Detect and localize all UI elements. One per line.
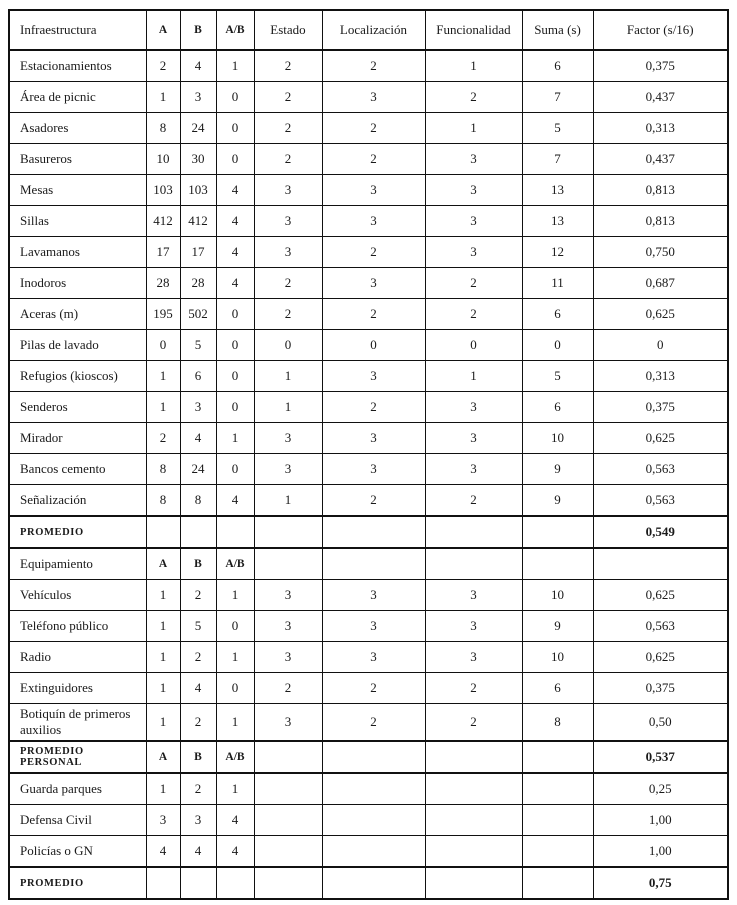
- row-label: Sillas: [9, 206, 146, 237]
- cell: 17: [146, 237, 180, 268]
- cell: 0: [216, 330, 254, 361]
- cell: 0,563: [593, 454, 728, 485]
- cell: 4: [146, 836, 180, 868]
- cell: 7: [522, 144, 593, 175]
- cell: 10: [522, 642, 593, 673]
- cell: 0,563: [593, 485, 728, 517]
- row-label: Senderos: [9, 392, 146, 423]
- cell: 1: [146, 611, 180, 642]
- table-row: [9, 237, 728, 268]
- cell: 1: [254, 392, 322, 423]
- cell: 10: [522, 423, 593, 454]
- cell: 1: [254, 485, 322, 517]
- cell: 0,625: [593, 299, 728, 330]
- cell: 2: [425, 673, 522, 704]
- cell: 0,375: [593, 673, 728, 704]
- cell: 3: [254, 704, 322, 742]
- cell: 9: [522, 611, 593, 642]
- table-row: [9, 867, 728, 899]
- cell: 8: [180, 485, 216, 517]
- cell: 3: [322, 206, 425, 237]
- cell: 28: [146, 268, 180, 299]
- cell: 13: [522, 175, 593, 206]
- cell: 1: [216, 50, 254, 82]
- cell: 0,750: [593, 237, 728, 268]
- cell: [254, 773, 322, 805]
- cell: [322, 741, 425, 773]
- cell: 2: [254, 50, 322, 82]
- cell: A/B: [216, 741, 254, 773]
- table-row: [9, 144, 728, 175]
- cell: 2: [322, 237, 425, 268]
- cell: 0,375: [593, 50, 728, 82]
- cell: [254, 741, 322, 773]
- cell: 0,313: [593, 361, 728, 392]
- cell: 2: [254, 144, 322, 175]
- cell: 0: [216, 392, 254, 423]
- cell: 0: [216, 113, 254, 144]
- cell: 1: [216, 423, 254, 454]
- cell: 0: [216, 144, 254, 175]
- cell: 3: [322, 175, 425, 206]
- cell: 1: [146, 361, 180, 392]
- table-row: [9, 113, 728, 144]
- cell: 3: [322, 611, 425, 642]
- cell: 3: [425, 392, 522, 423]
- cell: 8: [146, 454, 180, 485]
- cell: [322, 805, 425, 836]
- cell: 2: [425, 704, 522, 742]
- cell: 5: [522, 361, 593, 392]
- cell: 0: [216, 611, 254, 642]
- cell: [254, 548, 322, 580]
- cell: 3: [254, 206, 322, 237]
- cell: [593, 548, 728, 580]
- cell: 3: [322, 268, 425, 299]
- table-row: [9, 50, 728, 82]
- cell: [180, 516, 216, 548]
- cell: 2: [322, 50, 425, 82]
- cell: 2: [322, 299, 425, 330]
- cell: 24: [180, 454, 216, 485]
- row-label: Inodoros: [9, 268, 146, 299]
- row-label: Pilas de lavado: [9, 330, 146, 361]
- row-label: Extinguidores: [9, 673, 146, 704]
- cell: 3: [322, 82, 425, 113]
- cell: 0,375: [593, 392, 728, 423]
- cell: 2: [180, 642, 216, 673]
- column-header: Estado: [254, 10, 322, 50]
- cell: 4: [216, 485, 254, 517]
- cell: 3: [425, 454, 522, 485]
- cell: 1: [146, 673, 180, 704]
- cell: 0: [216, 673, 254, 704]
- column-header: Factor (s/16): [593, 10, 728, 50]
- cell: [425, 805, 522, 836]
- table-row: [9, 516, 728, 548]
- cell: 2: [425, 82, 522, 113]
- cell: 4: [180, 673, 216, 704]
- cell: 0: [522, 330, 593, 361]
- cell: 3: [322, 642, 425, 673]
- cell: 28: [180, 268, 216, 299]
- cell: 1: [216, 704, 254, 742]
- cell: 4: [180, 50, 216, 82]
- cell: 3: [254, 175, 322, 206]
- cell: 1: [425, 113, 522, 144]
- cell: 8: [522, 704, 593, 742]
- cell: 2: [425, 299, 522, 330]
- cell: 3: [180, 392, 216, 423]
- cell: [425, 773, 522, 805]
- cell: [522, 836, 593, 868]
- cell: 6: [522, 673, 593, 704]
- cell: 3: [425, 423, 522, 454]
- cell: 1: [146, 704, 180, 742]
- cell: 2: [322, 392, 425, 423]
- cell: 3: [254, 237, 322, 268]
- table-row: [9, 805, 728, 836]
- cell: 10: [146, 144, 180, 175]
- cell: 10: [522, 580, 593, 611]
- cell: [322, 836, 425, 868]
- cell: 6: [522, 299, 593, 330]
- cell: 2: [180, 704, 216, 742]
- cell: 5: [180, 330, 216, 361]
- cell: [180, 867, 216, 899]
- cell: 2: [425, 485, 522, 517]
- cell: 2: [254, 82, 322, 113]
- cell: B: [180, 548, 216, 580]
- cell: 0: [216, 82, 254, 113]
- cell: 5: [180, 611, 216, 642]
- cell: 103: [180, 175, 216, 206]
- column-header: A: [146, 10, 180, 50]
- column-header: Funcionalidad: [425, 10, 522, 50]
- cell: 3: [425, 642, 522, 673]
- table-row: [9, 548, 728, 580]
- cell: 0: [593, 330, 728, 361]
- cell: [425, 516, 522, 548]
- cell: 1: [146, 773, 180, 805]
- cell: 3: [322, 454, 425, 485]
- table-row: [9, 642, 728, 673]
- cell: B: [180, 741, 216, 773]
- cell: [216, 516, 254, 548]
- infrastructure-evaluation-table: [8, 9, 729, 900]
- cell: 1,00: [593, 805, 728, 836]
- row-label: Basureros: [9, 144, 146, 175]
- cell: 3: [254, 423, 322, 454]
- cell: 2: [254, 268, 322, 299]
- cell: 5: [522, 113, 593, 144]
- cell: 2: [322, 704, 425, 742]
- row-label: PROMEDIO: [9, 867, 146, 899]
- cell: 103: [146, 175, 180, 206]
- row-label: PROMEDIO PERSONAL: [9, 741, 146, 773]
- cell: 3: [254, 454, 322, 485]
- cell: 0,625: [593, 580, 728, 611]
- cell: 3: [254, 580, 322, 611]
- cell: 2: [146, 50, 180, 82]
- cell: 3: [254, 611, 322, 642]
- cell: 3: [180, 82, 216, 113]
- cell: 6: [180, 361, 216, 392]
- cell: A/B: [216, 548, 254, 580]
- cell: 3: [425, 580, 522, 611]
- cell: 4: [216, 836, 254, 868]
- cell: 7: [522, 82, 593, 113]
- cell: 13: [522, 206, 593, 237]
- table-row: [9, 330, 728, 361]
- cell: 1: [425, 361, 522, 392]
- table-row: [9, 206, 728, 237]
- row-label: Botiquín de primeros auxilios: [9, 704, 146, 742]
- row-label: Asadores: [9, 113, 146, 144]
- cell: 2: [146, 423, 180, 454]
- cell: [216, 867, 254, 899]
- table-header: [9, 10, 728, 50]
- cell: 8: [146, 113, 180, 144]
- cell: [522, 741, 593, 773]
- row-label: Policías o GN: [9, 836, 146, 868]
- cell: 0: [216, 361, 254, 392]
- cell: 0,25: [593, 773, 728, 805]
- cell: 0,549: [593, 516, 728, 548]
- cell: 0,50: [593, 704, 728, 742]
- column-header: Suma (s): [522, 10, 593, 50]
- cell: [425, 836, 522, 868]
- cell: 3: [425, 611, 522, 642]
- cell: 0: [254, 330, 322, 361]
- table-row: [9, 361, 728, 392]
- table-row: [9, 268, 728, 299]
- table-row: [9, 704, 728, 742]
- cell: 1: [254, 361, 322, 392]
- cell: 2: [425, 268, 522, 299]
- row-label: Defensa Civil: [9, 805, 146, 836]
- cell: 4: [180, 836, 216, 868]
- row-label: Estacionamientos: [9, 50, 146, 82]
- cell: 0,813: [593, 175, 728, 206]
- cell: 2: [322, 485, 425, 517]
- cell: 0,537: [593, 741, 728, 773]
- cell: 0,813: [593, 206, 728, 237]
- cell: 3: [425, 206, 522, 237]
- cell: 1: [425, 50, 522, 82]
- cell: [322, 773, 425, 805]
- row-label: Bancos cemento: [9, 454, 146, 485]
- cell: 0,625: [593, 642, 728, 673]
- row-label: Mirador: [9, 423, 146, 454]
- cell: 1,00: [593, 836, 728, 868]
- row-label: Área de picnic: [9, 82, 146, 113]
- cell: 502: [180, 299, 216, 330]
- cell: 0: [216, 454, 254, 485]
- row-label: Vehículos: [9, 580, 146, 611]
- cell: 0,313: [593, 113, 728, 144]
- cell: 3: [322, 361, 425, 392]
- cell: 4: [216, 805, 254, 836]
- table-row: [9, 673, 728, 704]
- column-header: Localización: [322, 10, 425, 50]
- cell: 1: [146, 392, 180, 423]
- cell: 3: [322, 423, 425, 454]
- table-row: [9, 773, 728, 805]
- cell: 3: [425, 144, 522, 175]
- cell: 0,625: [593, 423, 728, 454]
- cell: 6: [522, 50, 593, 82]
- cell: 2: [254, 299, 322, 330]
- cell: 4: [216, 268, 254, 299]
- cell: 9: [522, 485, 593, 517]
- cell: [522, 516, 593, 548]
- cell: 1: [146, 580, 180, 611]
- table-row: [9, 82, 728, 113]
- cell: 0,75: [593, 867, 728, 899]
- table-row: [9, 611, 728, 642]
- cell: 2: [322, 113, 425, 144]
- cell: 0,437: [593, 144, 728, 175]
- cell: 0: [146, 330, 180, 361]
- row-label: Teléfono público: [9, 611, 146, 642]
- table-row: [9, 580, 728, 611]
- cell: [522, 805, 593, 836]
- cell: 9: [522, 454, 593, 485]
- row-label: PROMEDIO: [9, 516, 146, 548]
- table-row: [9, 175, 728, 206]
- cell: 12: [522, 237, 593, 268]
- cell: 0: [216, 299, 254, 330]
- cell: 412: [180, 206, 216, 237]
- cell: 17: [180, 237, 216, 268]
- column-header: B: [180, 10, 216, 50]
- header-row: [9, 10, 728, 50]
- cell: [254, 836, 322, 868]
- table-row: [9, 454, 728, 485]
- cell: 2: [254, 673, 322, 704]
- cell: 3: [254, 642, 322, 673]
- cell: 3: [146, 805, 180, 836]
- cell: 0: [322, 330, 425, 361]
- cell: [522, 867, 593, 899]
- table-row: [9, 392, 728, 423]
- cell: 2: [180, 580, 216, 611]
- cell: 4: [180, 423, 216, 454]
- table-row: [9, 741, 728, 773]
- cell: [522, 548, 593, 580]
- cell: [322, 516, 425, 548]
- cell: A: [146, 548, 180, 580]
- column-header: Infraestructura: [9, 10, 146, 50]
- cell: [146, 867, 180, 899]
- cell: 11: [522, 268, 593, 299]
- cell: [254, 867, 322, 899]
- cell: 412: [146, 206, 180, 237]
- table-row: [9, 485, 728, 517]
- cell: 2: [322, 144, 425, 175]
- cell: 4: [216, 206, 254, 237]
- cell: 0,437: [593, 82, 728, 113]
- row-label: Mesas: [9, 175, 146, 206]
- cell: 6: [522, 392, 593, 423]
- row-label: Equipamiento: [9, 548, 146, 580]
- row-label: Guarda parques: [9, 773, 146, 805]
- cell: 8: [146, 485, 180, 517]
- row-label: Aceras (m): [9, 299, 146, 330]
- cell: 1: [146, 642, 180, 673]
- cell: 2: [180, 773, 216, 805]
- cell: 3: [425, 237, 522, 268]
- cell: 4: [216, 237, 254, 268]
- cell: 2: [322, 673, 425, 704]
- cell: 0: [425, 330, 522, 361]
- cell: 3: [425, 175, 522, 206]
- cell: [425, 867, 522, 899]
- cell: 195: [146, 299, 180, 330]
- row-label: Señalización: [9, 485, 146, 517]
- cell: [425, 741, 522, 773]
- row-label: Lavamanos: [9, 237, 146, 268]
- cell: [322, 548, 425, 580]
- cell: 1: [216, 642, 254, 673]
- cell: [146, 516, 180, 548]
- row-label: Refugios (kioscos): [9, 361, 146, 392]
- cell: [254, 805, 322, 836]
- cell: A: [146, 741, 180, 773]
- column-header: A/B: [216, 10, 254, 50]
- row-label: Radio: [9, 642, 146, 673]
- table-row: [9, 836, 728, 868]
- cell: 1: [216, 580, 254, 611]
- cell: 1: [216, 773, 254, 805]
- table-row: [9, 423, 728, 454]
- cell: 24: [180, 113, 216, 144]
- cell: [322, 867, 425, 899]
- cell: [254, 516, 322, 548]
- cell: 0,687: [593, 268, 728, 299]
- cell: [522, 773, 593, 805]
- cell: 1: [146, 82, 180, 113]
- cell: 2: [254, 113, 322, 144]
- cell: [425, 548, 522, 580]
- cell: 3: [322, 580, 425, 611]
- table-body: [9, 50, 728, 899]
- cell: 0,563: [593, 611, 728, 642]
- cell: 30: [180, 144, 216, 175]
- table-row: [9, 299, 728, 330]
- cell: 3: [180, 805, 216, 836]
- cell: 4: [216, 175, 254, 206]
